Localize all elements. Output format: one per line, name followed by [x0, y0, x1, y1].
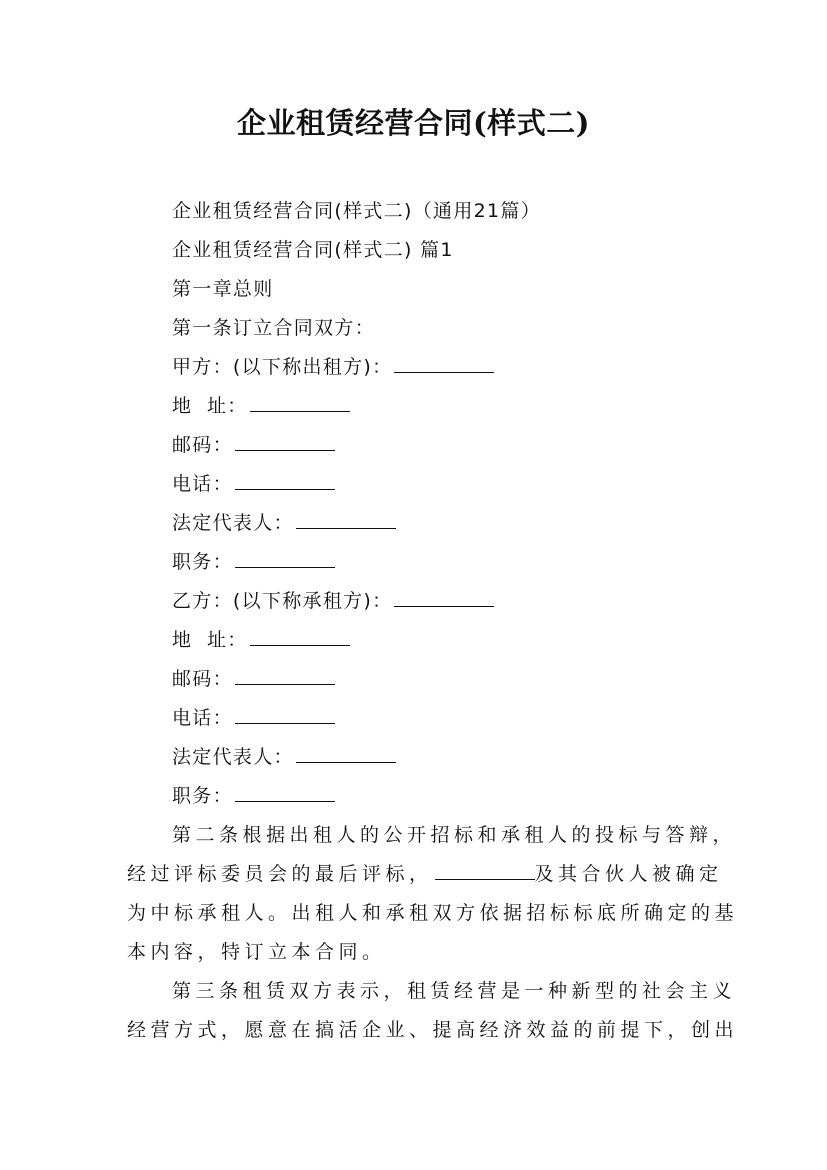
article-2-line-4: 本内容，特订立本合同。	[127, 941, 386, 963]
party-a-representative-blank	[296, 510, 396, 529]
party-a-position-line	[172, 549, 335, 575]
party-b-address-line	[172, 627, 350, 653]
article-3-line-2: 经营方式，愿意在搞活企业、提高经济效益的前提下，创出	[127, 1019, 739, 1041]
party-a-line	[172, 354, 494, 380]
party-b-phone-blank	[235, 705, 335, 724]
document-subtitle: 企业租赁经营合同(样式二)（通用21篇）	[172, 200, 542, 222]
party-a-name-blank	[394, 354, 494, 373]
party-a-phone-label: 电话：	[172, 473, 233, 495]
party-b-phone-label: 电话：	[172, 707, 233, 729]
party-b-address-blank	[250, 627, 350, 646]
chapter-heading: 第一章总则	[172, 278, 274, 300]
party-b-phone-line	[172, 705, 335, 731]
party-a-position-blank	[235, 549, 335, 568]
party-b-representative-blank	[296, 744, 396, 763]
party-a-representative-label: 法定代表人：	[172, 512, 294, 534]
party-b-postcode-line	[172, 666, 335, 692]
party-b-line	[172, 588, 494, 614]
party-b-name-blank	[394, 588, 494, 607]
party-a-postcode-blank	[235, 432, 335, 451]
party-b-position-label: 职务：	[172, 785, 233, 807]
article-2-line-2-after: 及其合伙人被确定	[534, 863, 723, 885]
party-b-position-line	[172, 783, 335, 809]
party-a-postcode-line	[172, 432, 335, 458]
party-a-address-blank	[250, 393, 350, 412]
party-a-address-label: 地 址：	[172, 395, 248, 417]
party-a-address-line	[172, 393, 350, 419]
article-2-tenant-blank	[435, 861, 535, 880]
section-heading: 企业租赁经营合同(样式二) 篇1	[172, 239, 454, 261]
article-1: 第一条订立合同双方：	[172, 317, 376, 339]
party-b-address-label: 地 址：	[172, 629, 248, 651]
party-a-phone-line	[172, 471, 335, 497]
party-a-representative-line	[172, 510, 396, 536]
article-2-line-2	[127, 861, 723, 887]
party-a-postcode-label: 邮码：	[172, 434, 233, 456]
party-b-postcode-blank	[235, 666, 335, 685]
party-b-label: 乙方：(以下称承租方)：	[172, 590, 393, 612]
party-b-representative-line	[172, 744, 396, 770]
document-title: 企业租赁经营合同(样式二)	[237, 106, 590, 140]
party-a-phone-blank	[235, 471, 335, 490]
article-2-line-2-before: 经过评标委员会的最后评标，	[127, 863, 433, 885]
article-3-line-1: 第三条租赁双方表示，租赁经营是一种新型的社会主义	[172, 980, 737, 1002]
party-a-position-label: 职务：	[172, 551, 233, 573]
party-b-postcode-label: 邮码：	[172, 668, 233, 690]
party-a-label: 甲方：(以下称出租方)：	[172, 356, 393, 378]
party-b-representative-label: 法定代表人：	[172, 746, 294, 768]
article-2-line-1: 第二条根据出租人的公开招标和承租人的投标与答辩，	[172, 824, 737, 846]
party-b-position-blank	[235, 783, 335, 802]
article-2-line-3: 为中标承租人。出租人和承租双方依据招标标底所确定的基	[127, 902, 739, 924]
